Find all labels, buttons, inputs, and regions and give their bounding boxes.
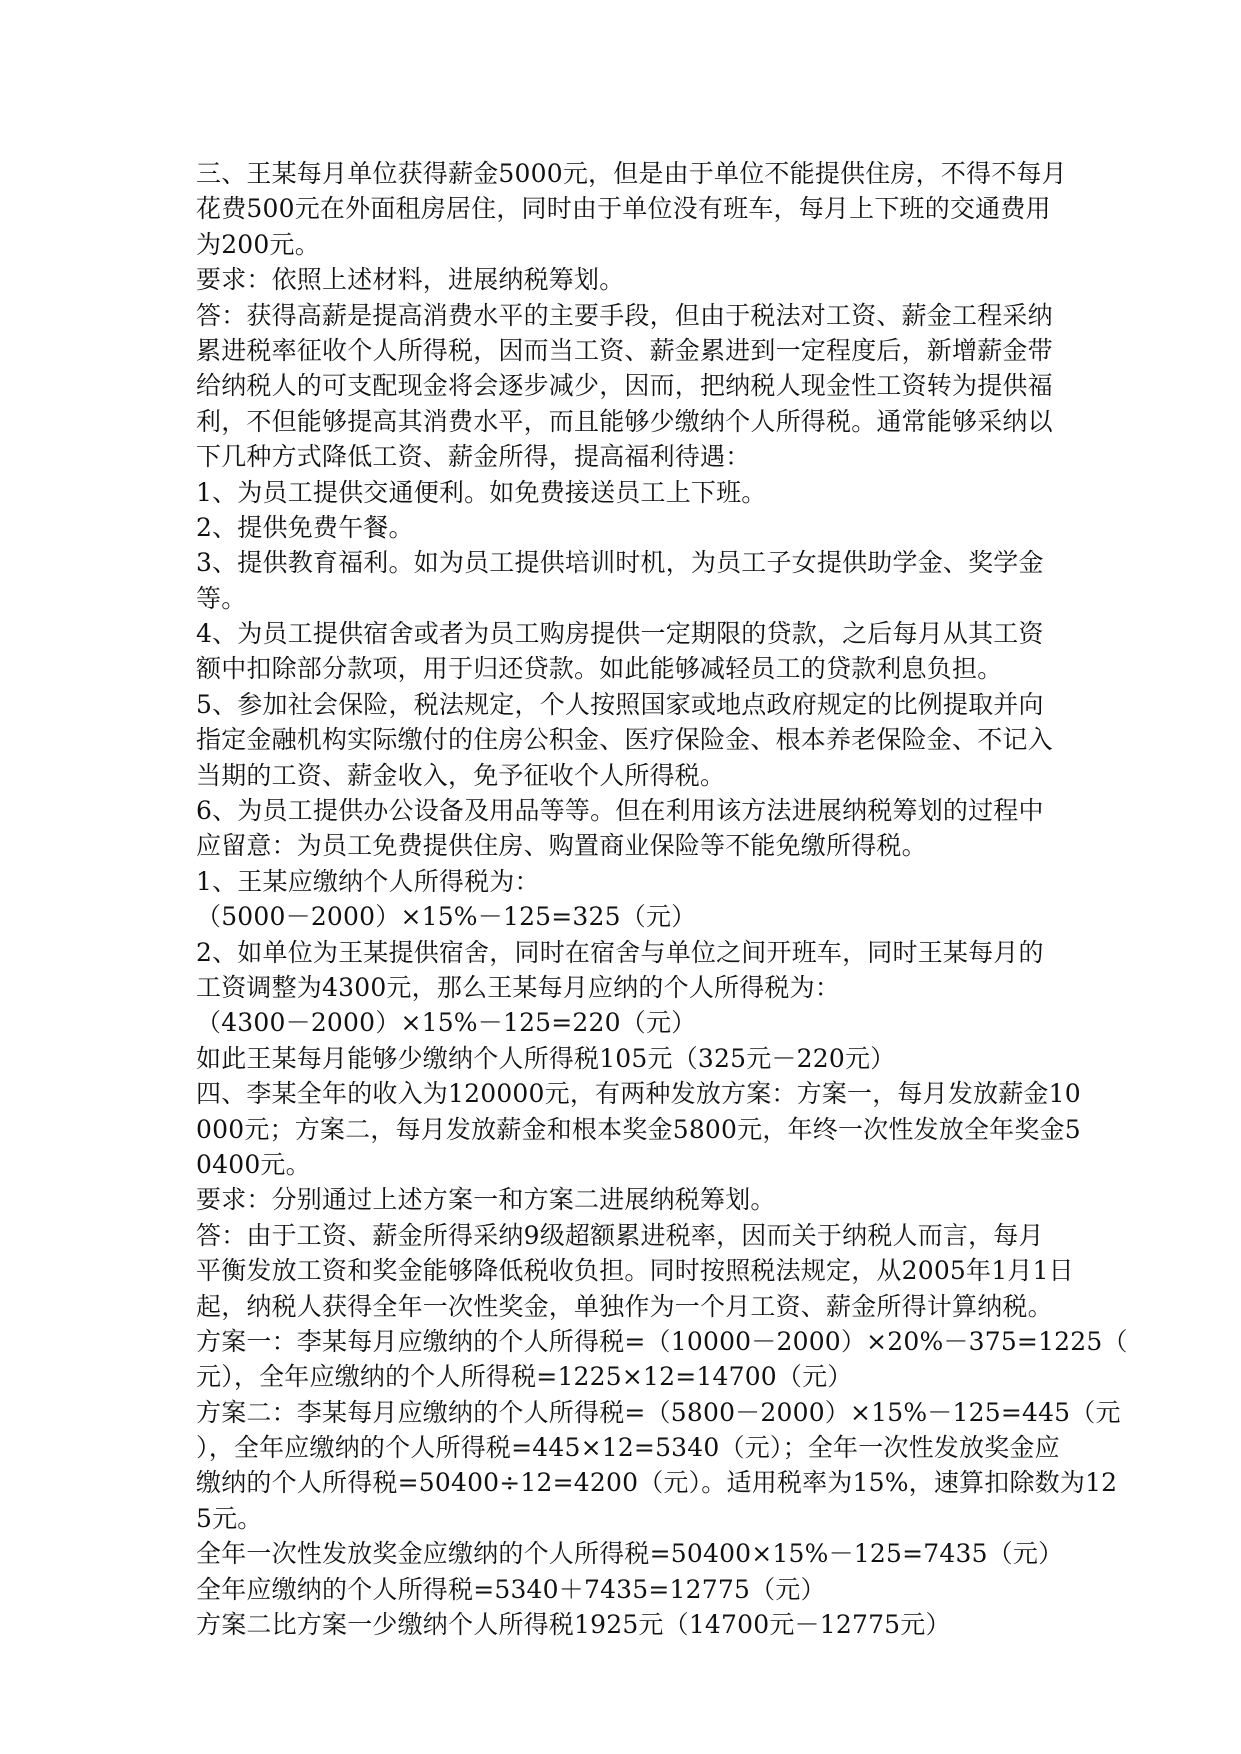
- text-line: 当期的工资、薪金收入，免予征收个人所得税。: [196, 760, 726, 790]
- text-line: 4、为员工提供宿舍或者为员工购房提供一定期限的贷款，之后每月从其工资: [196, 619, 1044, 649]
- text-line: ），全年应缴纳的个人所得税=445×12=5340（元）；全年一次性发放奖金应: [196, 1433, 1060, 1463]
- text-line: 答：由于工资、薪金所得采纳9级超额累进税率，因而关于纳税人而言，每月: [196, 1220, 1044, 1250]
- text-line: 1、王某应缴纳个人所得税为：: [196, 866, 540, 896]
- text-line: 如此王某每月能够少缴纳个人所得税105元（325元－220元）: [196, 1043, 896, 1073]
- text-line: 要求：依照上述材料，进展纳税筹划。: [196, 265, 625, 295]
- text-line: 方案一：李某每月应缴纳的个人所得税=（10000－2000）×20%－375=1225（: [196, 1326, 1128, 1356]
- text-line: 答：获得高薪是提高消费水平的主要手段，但由于税法对工资、薪金工程采纳: [196, 300, 1053, 330]
- text-line: （5000－2000）×15%－125=325（元）: [196, 902, 697, 932]
- text-line: 三、王某每月单位获得薪金5000元，但是由于单位不能提供住房，不得不每月: [196, 159, 1067, 188]
- text-line: 2、如单位为王某提供宿舍，同时在宿舍与单位之间开班车，同时王某每月的: [196, 937, 1044, 967]
- text-line: 四、李某全年的收入为120000元，有两种发放方案：方案一，每月发放薪金10: [196, 1079, 1081, 1109]
- text-line: 累进税率征收个人所得税，因而当工资、薪金累进到一定程度后，新增薪金带: [196, 335, 1053, 365]
- text-line: 起，纳税人获得全年一次性奖金，单独作为一个月工资、薪金所得计算纳税。: [196, 1291, 1053, 1321]
- text-line: 额中扣除部分款项，用于归还贷款。如此能够减轻员工的贷款利息负担。: [196, 654, 1003, 684]
- text-line: 指定金融机构实际缴付的住房公积金、医疗保险金、根本养老保险金、不记入: [196, 725, 1053, 755]
- text-line: 等。: [196, 583, 247, 613]
- text-line: （4300－2000）×15%－125=220（元）: [196, 1008, 697, 1038]
- text-line: 下几种方式降低工资、薪金所得，提高福利待遇：: [196, 442, 751, 472]
- text-line: 000元；方案二，每月发放薪金和根本奖金5800元，年终一次性发放全年奖金5: [196, 1114, 1081, 1144]
- text-line: 5元。: [196, 1503, 263, 1533]
- text-line: 元），全年应缴纳的个人所得税=1225×12=14700（元）: [196, 1362, 853, 1392]
- text-line: 缴纳的个人所得税=50400÷12=4200（元）。适用税率为15%，速算扣除数为12: [196, 1468, 1118, 1498]
- text-line: 3、提供教育福利。如为员工提供培训时机，为员工子女提供助学金、奖学金: [196, 548, 1044, 578]
- text-line: 平衡发放工资和奖金能够降低税收负担。同时按照税法规定，从2005年1月1日: [196, 1256, 1074, 1286]
- text-line: 方案二比方案一少缴纳个人所得税1925元（14700元－12775元）: [196, 1610, 951, 1640]
- text-line: 给纳税人的可支配现金将会逐步减少，因而，把纳税人现金性工资转为提供福: [196, 371, 1053, 401]
- text-line: 工资调整为4300元，那么王某每月应纳的个人所得税为：: [196, 972, 841, 1002]
- text-line: 0400元。: [196, 1149, 311, 1179]
- text-line: 利，不但能够提高其消费水平，而且能够少缴纳个人所得税。通常能够采纳以: [196, 406, 1053, 436]
- text-line: 5、参加社会保险，税法规定，个人按照国家或地点政府规定的比例提取并向: [196, 689, 1044, 719]
- text-line: 为200元。: [196, 229, 320, 259]
- document-body: [196, 156, 1128, 1642]
- text-line: 6、为员工提供办公设备及用品等等。但在利用该方法进展纳税筹划的过程中: [196, 796, 1044, 826]
- text-line: 全年应缴纳的个人所得税=5340＋7435=12775（元）: [196, 1574, 826, 1604]
- text-line: 应留意：为员工免费提供住房、购置商业保险等不能免缴所得税。: [196, 831, 927, 861]
- text-line: 要求：分别通过上述方案一和方案二进展纳税筹划。: [196, 1185, 776, 1215]
- text-line: 全年一次性发放奖金应缴纳的个人所得税=50400×15%－125=7435（元）: [196, 1539, 1064, 1569]
- text-line: 2、提供免费午餐。: [196, 512, 414, 542]
- text-line: 花费500元在外面租房居住，同时由于单位没有班车，每月上下班的交通费用: [196, 194, 1051, 224]
- text-line: 方案二：李某每月应缴纳的个人所得税=（5800－2000）×15%－125=445（元: [196, 1397, 1121, 1427]
- text-line: 1、为员工提供交通便利。如免费接送员工上下班。: [196, 477, 767, 507]
